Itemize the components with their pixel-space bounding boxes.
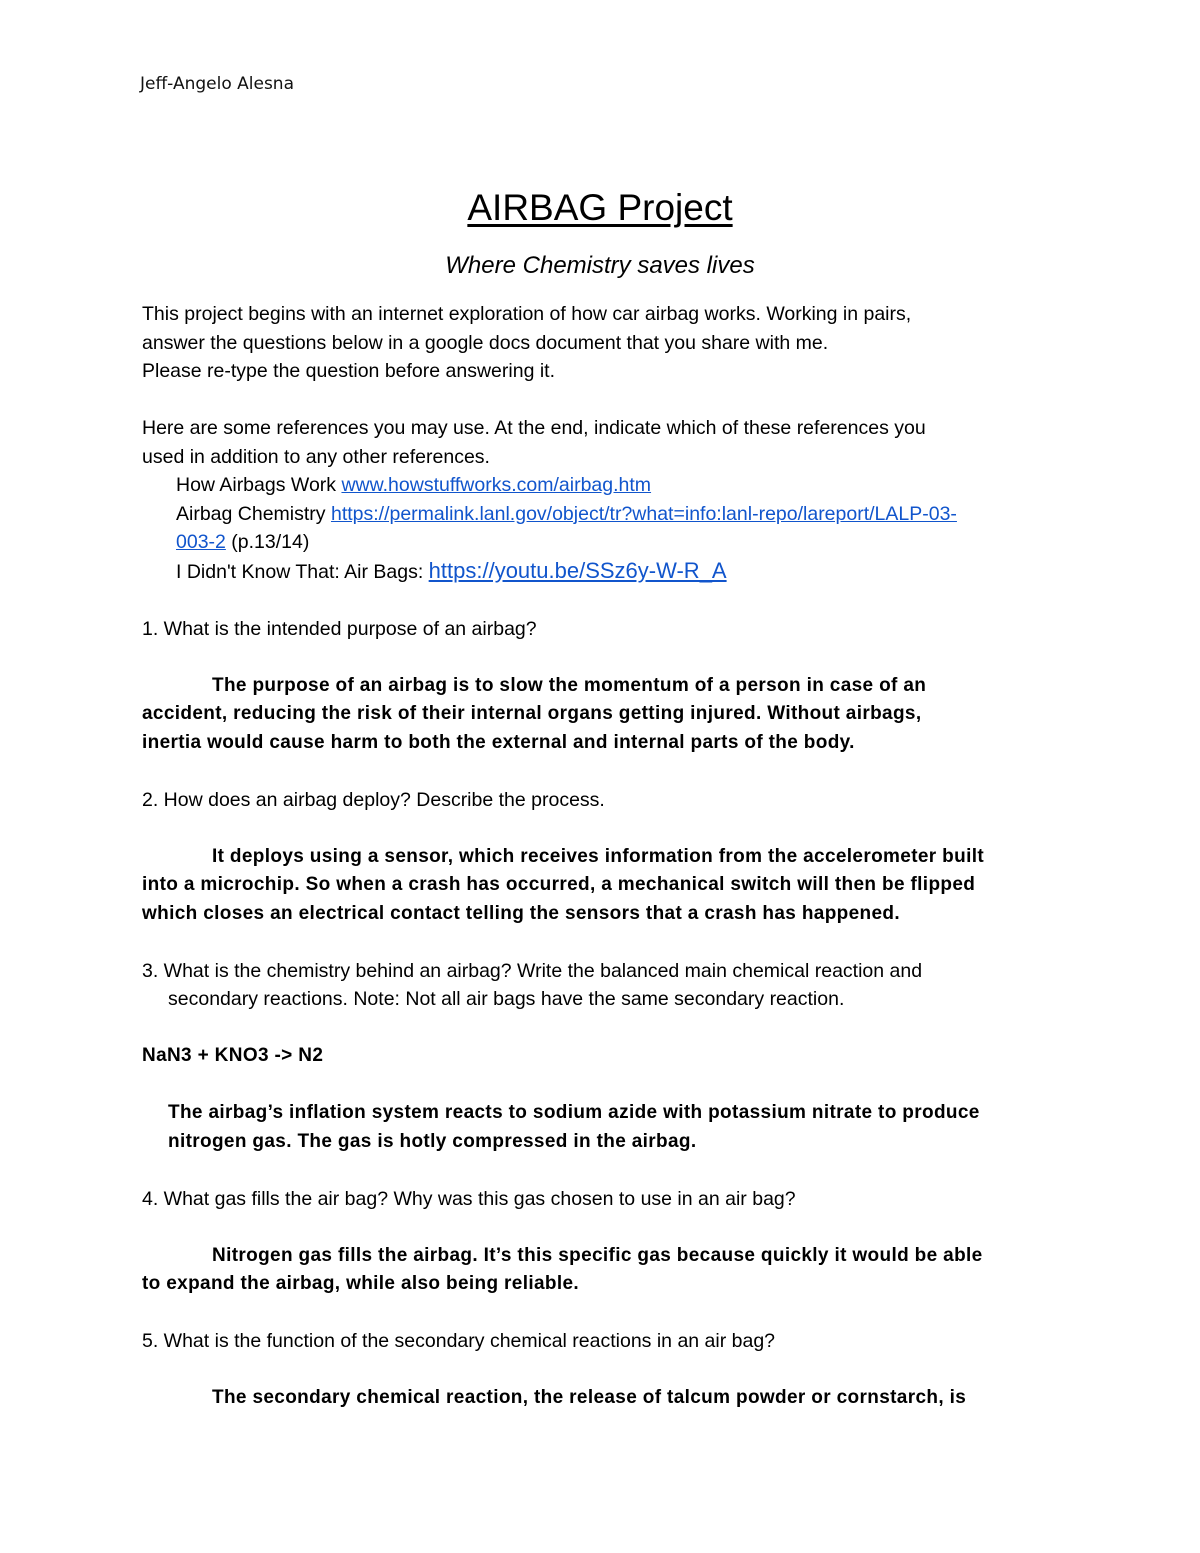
answer-line: The purpose of an airbag is to slow the momentum of a person in case of an xyxy=(212,674,927,696)
reference-item xyxy=(142,471,1082,500)
question-text: 4. What gas fills the air bag? Why was this gas chosen to use in an air bag? xyxy=(142,1187,796,1210)
intro-line: Please re-type the question before answering it. xyxy=(142,360,555,382)
reference-suffix: (p.13/14) xyxy=(225,531,310,553)
reference-label: I Didn't Know That: Air Bags: xyxy=(176,560,429,583)
question-text: 2. How does an airbag deploy? Describe the process. xyxy=(142,788,605,811)
answer-line: The airbag’s inflation system reacts to sodium azide with potassium nitrate to produce xyxy=(168,1102,980,1123)
reference-item-continued xyxy=(142,528,1082,557)
reference-link-continued[interactable]: 003-2 xyxy=(176,531,226,553)
answer-line: into a microchip. So when a crash has occurred, a mechanical switch will then be flipped xyxy=(142,874,976,895)
page-title: AIRBAG Project xyxy=(467,187,733,228)
page-subtitle: Where Chemistry saves lives xyxy=(445,252,755,279)
reference-item xyxy=(142,500,1082,529)
chemical-equation: NaN3 + KNO3 -> N2 xyxy=(142,1045,324,1066)
question-text: 1. What is the intended purpose of an airbag? xyxy=(142,617,537,640)
answer-line: to expand the airbag, while also being reliable. xyxy=(142,1273,580,1294)
reference-label: How Airbags Work xyxy=(176,474,342,496)
references-intro-line: Here are some references you may use. At the end, indicate which of these references you xyxy=(142,417,926,439)
question-text: 3. What is the chemistry behind an airbag? Write the balanced main chemical reaction and xyxy=(142,959,923,982)
intro-line: answer the questions below in a google docs document that you share with me. xyxy=(142,331,829,354)
answer-line: The secondary chemical reaction, the release of talcum powder or cornstarch, is xyxy=(212,1387,967,1408)
answer-line: which closes an electrical contact telling the sensors that a crash has happened. xyxy=(142,902,900,924)
answer-line: nitrogen gas. The gas is hotly compressed in the airbag. xyxy=(168,1130,697,1152)
answer-line: Nitrogen gas fills the airbag. It’s this specific gas because quickly it would be able xyxy=(212,1244,983,1266)
question-text-continued: secondary reactions. Note: Not all air bags have the same secondary reaction. xyxy=(168,988,845,1010)
author-name: Jeff-Angelo Alesna xyxy=(140,74,294,94)
answer-line: It deploys using a sensor, which receives information from the accelerometer built xyxy=(212,845,985,867)
intro-line: This project begins with an internet exploration of how car airbag works. Working in pairs, xyxy=(142,303,912,325)
reference-link[interactable]: https://youtu.be/SSz6y-W-R_A xyxy=(428,557,727,583)
references-intro-line: used in addition to any other references. xyxy=(142,445,490,468)
reference-item xyxy=(142,557,1082,587)
answer-line: inertia would cause harm to both the external and internal parts of the body. xyxy=(142,731,855,753)
reference-link[interactable]: www.howstuffworks.com/airbag.htm xyxy=(341,474,652,496)
reference-label: Airbag Chemistry xyxy=(176,502,331,525)
question-text: 5. What is the function of the secondary chemical reactions in an air bag? xyxy=(142,1330,776,1352)
document-body xyxy=(142,300,1082,1413)
answer-line: accident, reducing the risk of their internal organs getting injured. Without airbags, xyxy=(142,703,922,724)
reference-link[interactable]: https://permalink.lanl.gov/object/tr?what=info:lanl-repo/lareport/LALP-03- xyxy=(330,502,957,525)
